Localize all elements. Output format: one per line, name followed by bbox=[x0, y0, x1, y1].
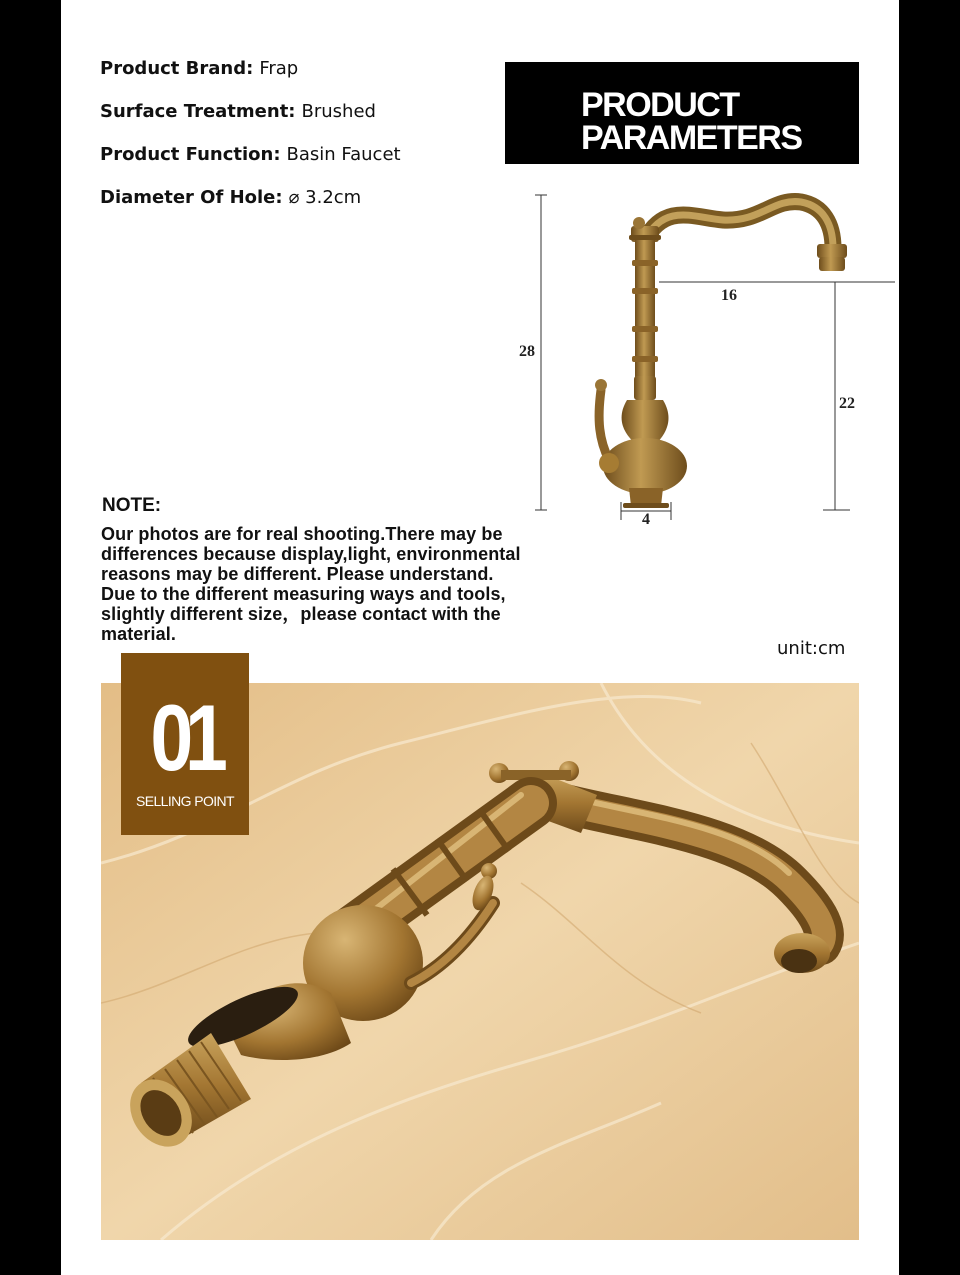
note-line: material. bbox=[101, 624, 176, 644]
dim-spout-height: 22 bbox=[839, 395, 855, 412]
faucet-drawing bbox=[595, 202, 847, 508]
dim-spout-reach: 16 bbox=[721, 287, 737, 304]
product-parameters-header bbox=[505, 62, 859, 164]
note-line: slightly different size，please contact with the bbox=[101, 604, 501, 624]
note-body bbox=[101, 524, 621, 644]
header-line-2: PARAMETERS bbox=[581, 119, 802, 157]
spec-surface-treatment: Surface Treatment: Brushed bbox=[100, 101, 376, 122]
note-line: reasons may be different. Please understand. bbox=[101, 564, 494, 584]
header-line-1: PRODUCT bbox=[581, 86, 739, 124]
selling-point-badge bbox=[121, 653, 249, 835]
note-line: Due to the different measuring ways and tools, bbox=[101, 584, 506, 604]
note-line: differences because display,light, environmental bbox=[101, 544, 521, 564]
note-title: NOTE: bbox=[102, 495, 162, 516]
selling-point-number: 01 bbox=[150, 685, 220, 790]
selling-point-label: SELLING POINT bbox=[135, 793, 234, 809]
note-line: Our photos are for real shooting.There may be bbox=[101, 524, 503, 544]
spec-brand: Product Brand: Frap bbox=[100, 58, 299, 79]
unit-label: unit:cm bbox=[777, 638, 846, 659]
dim-total-height: 28 bbox=[519, 343, 535, 360]
spec-hole-diameter: Diameter Of Hole: ⌀ 3.2cm bbox=[100, 187, 362, 208]
spec-product-function: Product Function: Basin Faucet bbox=[100, 144, 401, 165]
dim-base-width: 4 bbox=[642, 511, 650, 528]
faucet-dimension-diagram bbox=[505, 180, 899, 530]
product-page bbox=[61, 0, 899, 1275]
